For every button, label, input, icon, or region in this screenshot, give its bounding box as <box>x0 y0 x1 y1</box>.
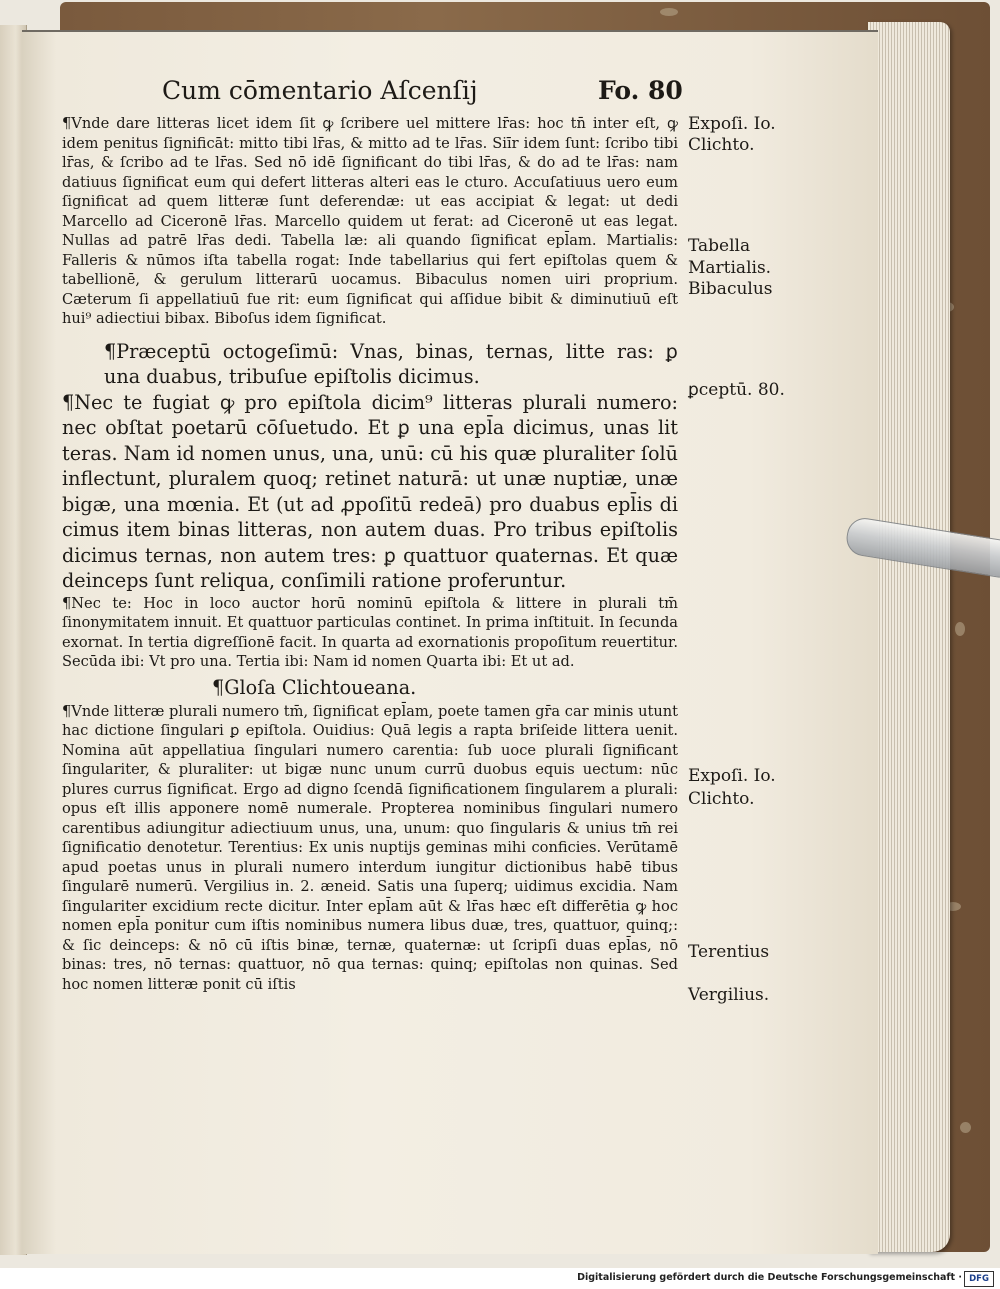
margin-note: Expoſi. Io. <box>688 766 776 786</box>
precept-text: ¶Nec te fugiat ꝙ pro epiſtola dicim⁹ litteras plurali numero: nec obſtat poetarū cōſuetudo. Et ꝑ una epl̄a dicimus, unas lit teras. Nam id nomen unus, una, unū: cū his quæ pluraliter ſolū inflectunt, pluralem quoq; retinet naturā: ut unæ nuptiæ, unæ bigæ, una mœnia. Et (ut ad ꝓpoſitū redeā) pro duabus epl̄is di cimus item binas litteras, non autem duas. Pro tribus epiſtolis dicimus ternas, non autem tres: ꝑ quattuor quaternas. Et quæ deinceps ſunt reliqua, conſimili ratione proferuntur. <box>62 390 678 592</box>
margin-note: Bibaculus <box>688 279 773 299</box>
margin-note: Clichto. <box>688 789 755 809</box>
commentary-paragraph: ¶Nec te: Hoc in loco auctor horū nominū epiſtola & littere in plurali tm̄ ſinonymitatem innuit. Et quattuor particulas continet. In prima inſtituit. In ſecunda exornat. In tertia digreſſionē facit. In quarta ad exornationis propoſitum reuertitur. Secūda ibi: Vt pro una. Tertia ibi: Nam id nomen Quarta ibi: Et ut ad. <box>62 594 678 670</box>
glosa-heading: ¶Gloſa Clichtoueana. <box>212 675 417 699</box>
margin-note: Martialis. <box>688 258 772 278</box>
page-header <box>150 76 850 110</box>
margin-note: Clichto. <box>688 135 755 155</box>
cover-speck <box>960 1122 971 1133</box>
cover-speck <box>660 8 678 16</box>
main-text-column <box>62 114 678 994</box>
cover-speck <box>955 622 965 636</box>
margin-note: Terentius <box>688 942 770 962</box>
margin-note: Tabella <box>688 236 751 256</box>
funding-credit: Digitalisierung gefördert durch die Deutsche Forschungsgemeinschaft · <box>577 1272 962 1283</box>
page-edges <box>868 22 950 1252</box>
glosa-paragraph: ¶Vnde litteræ plurali numero tm̄, ſignificat epl̄am, poete tamen gr̄a car minis utunt hac dictione ſingulari ꝑ epiſtola. Ouidius: Quā legis a rapta briſeide littera uenit. Nomina aūt appellatiua ſingulari numero carentia: ſub uoce plurali ſignificant ſingulariter, & pluraliter: ut bigæ nunc unum currū duobus equis uectum: nūc plures currus ſignificat. Ergo ad digno ſcendā ſignificationem ſingularem a plurali: opus eſt illis apponere nomē numerale. Propterea nominibus ſingulari numero carentibus adiungitur adiectiuum unus, una, unum: quo ſingularis & unius tm̄ rei ſignificatio denotetur. Terentius: Ex unis nuptijs geminas mihi conficies. Verūtamē apud poetas unus in plurali numero interdum iungitur dictionibus habē tibus ſingularē numerū. Vergilius in. 2. æneid. Satis una ſuperq; uidimus excidia. Nam ſingulariter excidium recte dicitur. Inter epl̄am aūt & lr̄as hæc eſt differētia ꝙ hoc nomen epl̄a ponitur cum iſtis nominibus numera libus duæ, tres, quattuor, quinq;: & ſic deinceps: & nō cū iſtis binæ, ternæ, quaternæ: ut ſcripſi duas epl̄as, nō binas: tres, nō ternas: quattuor, nō qua ternas: quinq; epiſtolas non quinas. Sed hoc nomen litteræ ponit cū iſtis <box>62 702 678 993</box>
commentary-paragraph: ¶Vnde dare litteras licet idem ſit ꝙ ſcribere uel mittere lr̄as: hoc tn̄ inter eſt, ꝙ idem penitus ſignificāt: mitto tibi lr̄as, & mitto ad te lr̄as. Siīr idem ſunt: ſcribo tibi lr̄as, & ſcribo ad te lr̄as. Sed nō idē ſignificant do tibi lr̄as, & do ad te lr̄as: nam datiuus ſignificat eum qui defert litteras alteri eas le cturo. Accuſatiuus uero eum ſignificat ad quem litteræ ſunt deferendæ: ut eas accipiat & legat: ut dedi Marcello ad Ciceronē lr̄as. Marcello quidem ut ferat: ad Ciceronē ut eas legat. Nullas ad patrē lr̄as dedi. Tabella læ: ali quando ſignificat epl̄am. Martialis: Falleris & nūmos iſta tabella rogat: Inde tabellarius qui fert epiſtolas quem & tabellionē, & gerulum litterarū uocamus. Bibaculus nomen uiri proprium. Cæterum ſi appellatiuū fue rit: eum ſignificat qui aſſidue bibit & diminutiuū eſt hui⁹ adiectiui bibax. Biboſus idem ſignificat. <box>62 115 678 327</box>
footer-strip <box>0 1268 1000 1289</box>
folio-number: Fo. 80 <box>598 76 683 105</box>
margin-note: Expoſi. Io. <box>688 114 776 134</box>
margin-note: ꝑceptū. 80. <box>688 380 785 400</box>
running-head: Cum cōmentario Aſcenſij <box>162 76 478 105</box>
margin-note: Vergilius. <box>688 985 770 1005</box>
dfg-logo: DFG <box>964 1271 994 1287</box>
precept-heading: ¶Præceptū octogeſimū: Vnas, binas, ternas, litte ras: ꝑ una duabus, tribuſue epiſtolis dicimus. <box>104 339 678 388</box>
